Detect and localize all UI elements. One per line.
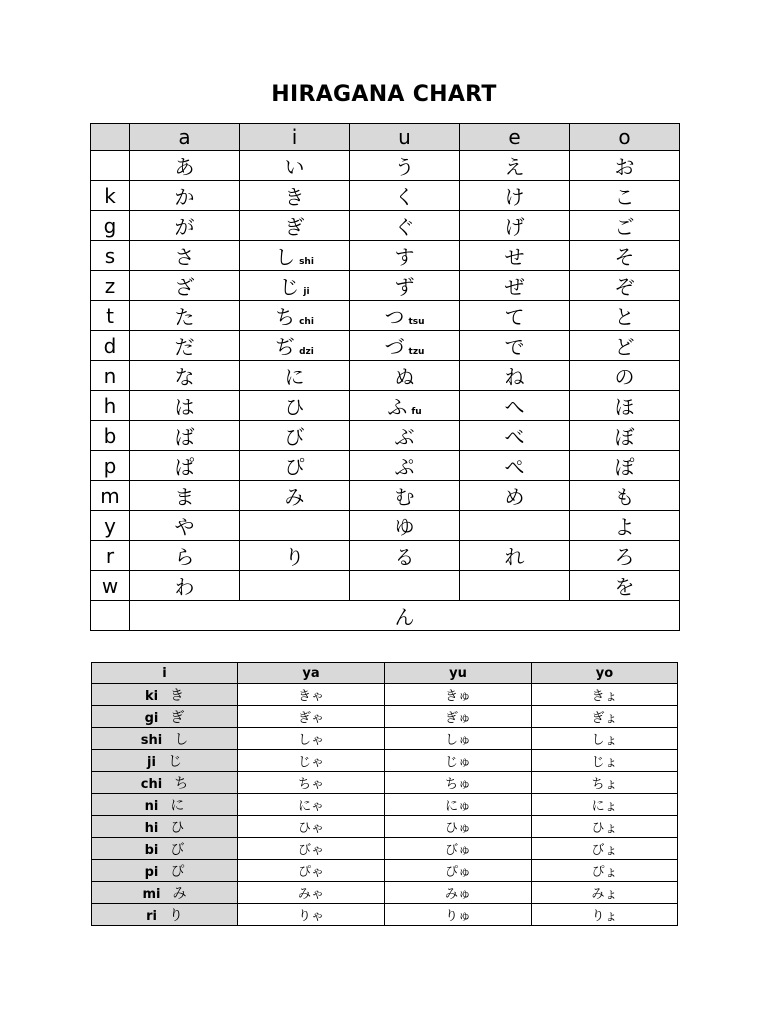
kana-cell-e	[460, 451, 570, 481]
romaji-note: fu	[411, 407, 422, 417]
combo-row	[92, 706, 678, 728]
kana-cell-i	[240, 241, 350, 271]
kana-cell-i	[240, 511, 350, 541]
combo-row	[92, 794, 678, 816]
kana-cell-u	[350, 421, 460, 451]
kana-cell-a	[130, 211, 240, 241]
kana-character: め	[504, 485, 525, 509]
kana-character: ぺ	[504, 455, 525, 479]
consonant-label: m	[91, 481, 130, 511]
combo-romaji: ki	[144, 688, 159, 704]
column-header-u: u	[350, 124, 460, 151]
combo-cell-yu: びゅ	[385, 838, 532, 860]
combo-header-yo: yo	[532, 663, 678, 684]
kana-character: い	[284, 155, 305, 179]
kana-character: ろ	[614, 545, 635, 569]
combo-cell-ya: ひゃ	[238, 816, 385, 838]
kana-cell-o	[570, 211, 680, 241]
combo-cell-yu: みゅ	[385, 882, 532, 904]
kana-character: で	[504, 335, 525, 359]
kana-cell-u	[350, 211, 460, 241]
combo-row-label	[92, 706, 238, 728]
kana-character: ぬ	[394, 365, 415, 389]
combo-cell-ya: きゃ	[238, 684, 385, 706]
kana-character: ゆ	[394, 515, 415, 539]
kana-character: と	[614, 305, 635, 329]
consonant-label	[91, 151, 130, 181]
kana-cell-a	[130, 391, 240, 421]
kana-character: ぶ	[394, 425, 415, 449]
column-header-i: i	[240, 124, 350, 151]
combo-header-i: i	[92, 663, 238, 684]
combo-cell-yo: びょ	[532, 838, 678, 860]
kana-cell-a	[130, 331, 240, 361]
combo-row-label	[92, 838, 238, 860]
kana-row	[91, 421, 680, 451]
combo-base-kana: ひ	[170, 819, 185, 836]
kana-cell-i	[240, 211, 350, 241]
kana-cell-u	[350, 271, 460, 301]
kana-character: ふ	[387, 395, 408, 419]
combo-romaji: ri	[146, 908, 157, 924]
kana-row	[91, 451, 680, 481]
combo-cell-ya: びゃ	[238, 838, 385, 860]
romaji-note: shi	[299, 257, 314, 267]
combo-cell-yu: ぎゅ	[385, 706, 532, 728]
kana-cell-u	[350, 241, 460, 271]
kana-character: を	[614, 575, 635, 599]
combo-cell-yo: にょ	[532, 794, 678, 816]
kana-cell-e	[460, 391, 570, 421]
kana-cell-i	[240, 391, 350, 421]
kana-cell-i	[240, 271, 350, 301]
kana-cell-o	[570, 421, 680, 451]
kana-cell-u	[350, 301, 460, 331]
kana-cell-i	[240, 151, 350, 181]
combo-row-label	[92, 860, 238, 882]
combo-base-kana: り	[168, 907, 183, 924]
kana-character: だ	[174, 335, 195, 359]
kana-character: げ	[504, 215, 525, 239]
kana-cell-u	[350, 331, 460, 361]
combo-row-label	[92, 684, 238, 706]
kana-character: ら	[174, 545, 195, 569]
kana-cell-o	[570, 511, 680, 541]
column-header-a: a	[130, 124, 240, 151]
kana-cell-o	[570, 391, 680, 421]
combo-row	[92, 816, 678, 838]
kana-character: の	[614, 365, 635, 389]
kana-cell-o	[570, 181, 680, 211]
kana-cell-i	[240, 421, 350, 451]
column-header-e: e	[460, 124, 570, 151]
kana-cell-e	[460, 241, 570, 271]
kana-cell-o	[570, 541, 680, 571]
kana-cell-e	[460, 301, 570, 331]
kana-row	[91, 271, 680, 301]
romaji-note: chi	[299, 317, 314, 327]
kana-row	[91, 151, 680, 181]
kana-character: む	[394, 485, 415, 509]
combo-cell-yo: ひょ	[532, 816, 678, 838]
kana-character: り	[284, 545, 305, 569]
kana-character: ぱ	[174, 455, 195, 479]
kana-character: ぼ	[614, 425, 635, 449]
kana-cell-a	[130, 511, 240, 541]
kana-character: び	[284, 425, 305, 449]
kana-character: へ	[504, 395, 525, 419]
kana-character: れ	[504, 545, 525, 569]
combo-cell-yu: ひゅ	[385, 816, 532, 838]
kana-character: ぷ	[394, 455, 415, 479]
consonant-label: h	[91, 391, 130, 421]
kana-character: じ	[279, 275, 300, 299]
kana-row	[91, 541, 680, 571]
kana-cell-u	[350, 361, 460, 391]
kana-character: ぐ	[394, 215, 415, 239]
kana-character: け	[504, 185, 525, 209]
kana-character: て	[504, 305, 525, 329]
kana-character: た	[174, 305, 195, 329]
kana-character: は	[174, 395, 195, 419]
kana-character: ほ	[614, 395, 635, 419]
kana-cell-o	[570, 271, 680, 301]
combo-base-kana: じ	[167, 753, 182, 770]
kana-cell-e	[460, 331, 570, 361]
page-title: HIRAGANA CHART	[271, 82, 497, 107]
kana-cell-i	[240, 571, 350, 601]
romaji-note: tsu	[408, 317, 425, 327]
kana-character: ず	[394, 275, 415, 299]
combo-romaji: mi	[142, 886, 161, 902]
combo-romaji: chi	[140, 776, 163, 792]
kana-cell-a	[130, 571, 240, 601]
combo-romaji: ji	[147, 754, 156, 770]
kana-character: か	[174, 185, 195, 209]
kana-cell-i	[240, 301, 350, 331]
vowel-header-row	[91, 124, 680, 151]
combo-cell-yo: ぎょ	[532, 706, 678, 728]
kana-character: ぎ	[284, 215, 305, 239]
consonant-label: k	[91, 181, 130, 211]
combo-cell-ya: みゃ	[238, 882, 385, 904]
consonant-label: y	[91, 511, 130, 541]
combo-cell-yu: ぴゅ	[385, 860, 532, 882]
combo-base-kana: に	[170, 797, 185, 814]
kana-cell-a	[130, 301, 240, 331]
kana-character: せ	[504, 245, 525, 269]
combo-romaji: shi	[140, 732, 163, 748]
combo-cell-ya: ちゃ	[238, 772, 385, 794]
combo-row-label	[92, 750, 238, 772]
kana-character: べ	[504, 425, 525, 449]
kana-cell-n	[130, 601, 680, 631]
kana-character: づ	[384, 335, 405, 359]
kana-character: ま	[174, 485, 195, 509]
combo-cell-yo: みょ	[532, 882, 678, 904]
combo-cell-yo: ぴょ	[532, 860, 678, 882]
kana-character: き	[284, 185, 305, 209]
kana-character: お	[614, 155, 635, 179]
header-corner-cell	[91, 124, 130, 151]
combo-row-label	[92, 882, 238, 904]
kana-row	[91, 211, 680, 241]
kana-cell-a	[130, 481, 240, 511]
kana-character: わ	[174, 575, 195, 599]
combo-cell-yo: きょ	[532, 684, 678, 706]
kana-row	[91, 511, 680, 541]
kana-character: う	[394, 155, 415, 179]
combo-row	[92, 728, 678, 750]
kana-cell-i	[240, 181, 350, 211]
combo-cell-yu: にゅ	[385, 794, 532, 816]
kana-character: あ	[174, 155, 195, 179]
romaji-note: ji	[303, 287, 310, 297]
kana-character: ど	[614, 335, 635, 359]
kana-cell-o	[570, 571, 680, 601]
hiragana-table	[90, 123, 680, 631]
combo-cell-ya: にゃ	[238, 794, 385, 816]
combo-cell-yu: きゅ	[385, 684, 532, 706]
consonant-label: w	[91, 571, 130, 601]
kana-cell-e	[460, 421, 570, 451]
consonant-label: d	[91, 331, 130, 361]
kana-row	[91, 361, 680, 391]
kana-character: ひ	[284, 395, 305, 419]
kana-character: に	[284, 365, 305, 389]
combo-cell-yu: しゅ	[385, 728, 532, 750]
kana-cell-o	[570, 451, 680, 481]
combo-cell-yo: じょ	[532, 750, 678, 772]
kana-cell-u	[350, 181, 460, 211]
kana-cell-u	[350, 541, 460, 571]
combo-cell-yu: じゅ	[385, 750, 532, 772]
combo-base-kana: び	[170, 841, 185, 858]
kana-cell-e	[460, 541, 570, 571]
kana-cell-u	[350, 151, 460, 181]
combo-cell-yo: りょ	[532, 904, 678, 926]
kana-cell-e	[460, 481, 570, 511]
kana-character: そ	[614, 245, 635, 269]
kana-character: み	[284, 485, 305, 509]
kana-cell-a	[130, 241, 240, 271]
combo-row-label	[92, 794, 238, 816]
kana-cell-u	[350, 511, 460, 541]
kana-character: ば	[174, 425, 195, 449]
consonant-label: g	[91, 211, 130, 241]
kana-character: ち	[275, 305, 296, 329]
combo-cell-yu: ちゅ	[385, 772, 532, 794]
combo-cell-ya: ぎゃ	[238, 706, 385, 728]
romaji-note: tzu	[408, 347, 425, 357]
kana-character: も	[614, 485, 635, 509]
kana-cell-e	[460, 151, 570, 181]
kana-cell-e	[460, 511, 570, 541]
kana-character: ん	[394, 605, 415, 629]
consonant-label: s	[91, 241, 130, 271]
kana-character: え	[504, 155, 525, 179]
romaji-note: dzi	[299, 347, 314, 357]
kana-cell-o	[570, 361, 680, 391]
combo-romaji: gi	[144, 710, 159, 726]
kana-row	[91, 241, 680, 271]
kana-cell-o	[570, 481, 680, 511]
combo-row	[92, 750, 678, 772]
combo-base-kana: み	[172, 885, 187, 902]
kana-cell-a	[130, 151, 240, 181]
consonant-label: n	[91, 361, 130, 391]
consonant-label: r	[91, 541, 130, 571]
kana-character: よ	[614, 515, 635, 539]
kana-cell-e	[460, 571, 570, 601]
kana-cell-u	[350, 481, 460, 511]
kana-cell-e	[460, 211, 570, 241]
consonant-label	[91, 601, 130, 631]
kana-cell-a	[130, 361, 240, 391]
combo-cell-ya: じゃ	[238, 750, 385, 772]
kana-character: ぽ	[614, 455, 635, 479]
combo-cell-ya: ぴゃ	[238, 860, 385, 882]
kana-character: す	[394, 245, 415, 269]
kana-cell-i	[240, 541, 350, 571]
kana-cell-i	[240, 331, 350, 361]
combo-base-kana: ち	[174, 775, 189, 792]
kana-cell-e	[460, 361, 570, 391]
kana-cell-o	[570, 331, 680, 361]
kana-cell-a	[130, 271, 240, 301]
combination-table	[91, 662, 678, 926]
kana-cell-o	[570, 151, 680, 181]
kana-cell-u	[350, 571, 460, 601]
kana-cell-a	[130, 451, 240, 481]
combo-cell-yo: ちょ	[532, 772, 678, 794]
kana-row	[91, 571, 680, 601]
combo-cell-yu: りゅ	[385, 904, 532, 926]
kana-cell-o	[570, 241, 680, 271]
kana-character: な	[174, 365, 195, 389]
kana-cell-i	[240, 451, 350, 481]
kana-character: ぜ	[504, 275, 525, 299]
combo-row	[92, 684, 678, 706]
combo-cell-ya: りゃ	[238, 904, 385, 926]
kana-character: る	[394, 545, 415, 569]
combo-row-label	[92, 772, 238, 794]
combo-row	[92, 772, 678, 794]
kana-row-n-final	[91, 601, 680, 631]
kana-character: ご	[614, 215, 635, 239]
kana-row	[91, 301, 680, 331]
kana-character: ぢ	[275, 335, 296, 359]
combo-romaji: bi	[144, 842, 159, 858]
kana-row	[91, 481, 680, 511]
column-header-o: o	[570, 124, 680, 151]
consonant-label: b	[91, 421, 130, 451]
kana-cell-a	[130, 181, 240, 211]
combo-base-kana: ぎ	[170, 709, 185, 726]
kana-character: さ	[174, 245, 195, 269]
kana-cell-a	[130, 541, 240, 571]
combo-base-kana: ぴ	[170, 863, 185, 880]
kana-cell-a	[130, 421, 240, 451]
kana-cell-u	[350, 451, 460, 481]
combo-cell-yo: しょ	[532, 728, 678, 750]
combo-base-kana: し	[174, 731, 189, 748]
kana-cell-e	[460, 271, 570, 301]
combo-row-label	[92, 728, 238, 750]
combo-base-kana: き	[170, 687, 185, 704]
combo-header-yu: yu	[385, 663, 532, 684]
combo-romaji: ni	[144, 798, 159, 814]
combo-row	[92, 838, 678, 860]
kana-character: し	[275, 245, 296, 269]
combo-romaji: pi	[144, 864, 159, 880]
consonant-label: z	[91, 271, 130, 301]
kana-cell-u	[350, 391, 460, 421]
kana-character: ぞ	[614, 275, 635, 299]
kana-character: ざ	[174, 275, 195, 299]
combo-row-label	[92, 816, 238, 838]
kana-row	[91, 181, 680, 211]
combo-romaji: hi	[144, 820, 159, 836]
kana-cell-i	[240, 361, 350, 391]
combo-row	[92, 904, 678, 926]
combo-row-label	[92, 904, 238, 926]
kana-character: つ	[384, 305, 405, 329]
kana-cell-e	[460, 181, 570, 211]
kana-character: や	[174, 515, 195, 539]
kana-cell-i	[240, 481, 350, 511]
kana-character: こ	[614, 185, 635, 209]
combo-header-row	[92, 663, 678, 684]
combo-row	[92, 860, 678, 882]
consonant-label: p	[91, 451, 130, 481]
kana-character: ね	[504, 365, 525, 389]
consonant-label: t	[91, 301, 130, 331]
combo-cell-ya: しゃ	[238, 728, 385, 750]
combo-header-ya: ya	[238, 663, 385, 684]
kana-cell-o	[570, 301, 680, 331]
kana-character: く	[394, 185, 415, 209]
kana-character: ぴ	[284, 455, 305, 479]
kana-character: が	[174, 215, 195, 239]
combo-row	[92, 882, 678, 904]
kana-row	[91, 391, 680, 421]
kana-row	[91, 331, 680, 361]
